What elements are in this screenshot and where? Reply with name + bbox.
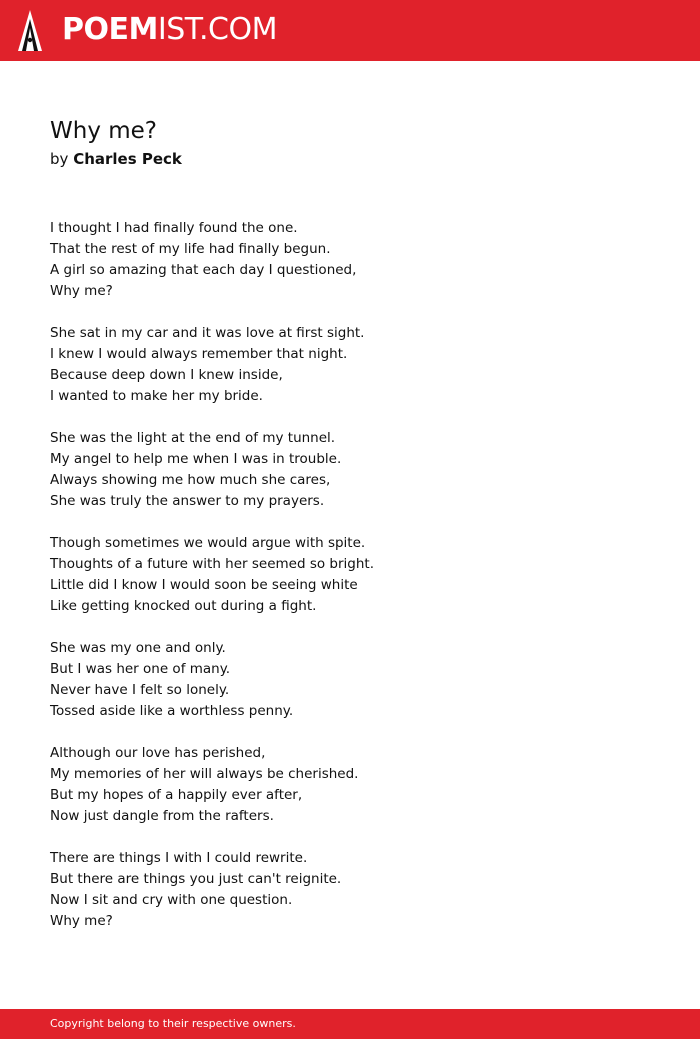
- site-logo[interactable]: [62, 12, 277, 48]
- poem-line: Tossed aside like a worthless penny.: [50, 703, 294, 719]
- poem-line: Never have I felt so lonely.: [50, 682, 230, 698]
- poem-stanza: [50, 638, 650, 722]
- site-footer: [0, 1009, 700, 1039]
- poem-line: I thought I had finally found the one.: [50, 220, 298, 236]
- poem-stanza: [50, 743, 650, 827]
- poem-stanza: [50, 848, 650, 932]
- poem-line: I knew I would always remember that night.: [50, 346, 348, 362]
- poem-line: A girl so amazing that each day I questioned,: [50, 262, 357, 278]
- poem-line: But I was her one of many.: [50, 661, 231, 677]
- copyright-text: Copyright belong to their respective owners.: [50, 1017, 296, 1030]
- poem-line: But my hopes of a happily ever after,: [50, 787, 303, 803]
- poem-line: My angel to help me when I was in trouble.: [50, 451, 342, 467]
- poem-line: Why me?: [50, 283, 113, 299]
- pen-nib-icon[interactable]: [18, 10, 42, 51]
- poem-line: She was my one and only.: [50, 640, 226, 656]
- poem-stanza: [50, 533, 650, 617]
- poem-line: Although our love has perished,: [50, 745, 266, 761]
- poem-line: There are things I with I could rewrite.: [50, 850, 308, 866]
- by-label: by: [50, 150, 69, 168]
- poem-line: Thoughts of a future with her seemed so bright.: [50, 556, 374, 572]
- logo-light-text: IST.COM: [157, 12, 277, 47]
- author-name: Charles Peck: [73, 150, 182, 168]
- poem-line: She was truly the answer to my prayers.: [50, 493, 325, 509]
- poem-line: That the rest of my life had finally begun.: [50, 241, 331, 257]
- poem-line: Though sometimes we would argue with spite.: [50, 535, 366, 551]
- poem-stanza: [50, 323, 650, 407]
- poem-line: I wanted to make her my bride.: [50, 388, 263, 404]
- poem-line: Why me?: [50, 913, 113, 929]
- poem-byline: [50, 148, 182, 170]
- poem-line: Little did I know I would soon be seeing white: [50, 577, 358, 593]
- poem-line: She was the light at the end of my tunnel.: [50, 430, 336, 446]
- poem-title: Why me?: [50, 118, 158, 144]
- poem-line: Always showing me how much she cares,: [50, 472, 331, 488]
- poem-line: Now just dangle from the rafters.: [50, 808, 274, 824]
- poem-line: Like getting knocked out during a fight.: [50, 598, 317, 614]
- logo-bold-text: POEM: [62, 12, 158, 47]
- poem-body: [50, 218, 650, 953]
- poem-stanza: [50, 218, 650, 302]
- poem-line: She sat in my car and it was love at first sight.: [50, 325, 365, 341]
- poem-line: But there are things you just can't reignite.: [50, 871, 342, 887]
- site-header: [0, 0, 700, 61]
- poem-stanza: [50, 428, 650, 512]
- poem-line: Now I sit and cry with one question.: [50, 892, 293, 908]
- poem-line: Because deep down I knew inside,: [50, 367, 283, 383]
- poem-line: My memories of her will always be cherished.: [50, 766, 359, 782]
